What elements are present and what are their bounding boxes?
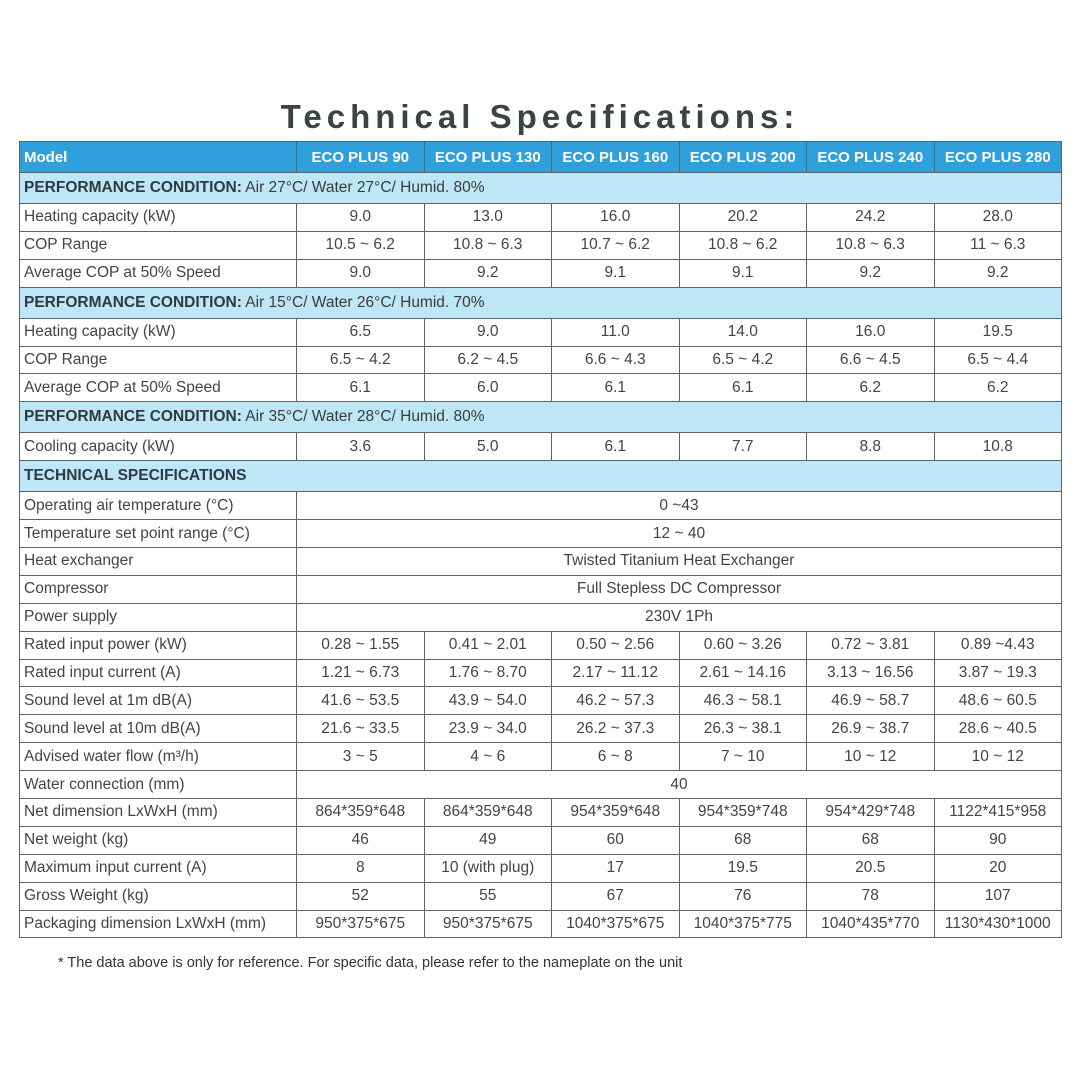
value-cell: 26.3 ~ 38.1 (679, 715, 807, 743)
table-row (20, 374, 1062, 402)
value-cell: 3 ~ 5 (297, 743, 425, 771)
row-label: COP Range (20, 346, 297, 374)
table-row (20, 910, 1062, 938)
value-cell: 6.6 ~ 4.5 (807, 346, 935, 374)
value-cell: 0.72 ~ 3.81 (807, 631, 935, 659)
table-row (20, 882, 1062, 910)
value-cell: 2.61 ~ 14.16 (679, 659, 807, 687)
table-row (20, 575, 1062, 603)
row-label: Maximum input current (A) (20, 854, 297, 882)
header-cell-model-name: ECO PLUS 240 (807, 142, 935, 173)
value-cell: 68 (807, 826, 935, 854)
value-cell: 950*375*675 (424, 910, 552, 938)
value-cell: 8.8 (807, 433, 935, 461)
value-cell: 55 (424, 882, 552, 910)
value-cell: 1040*375*675 (552, 910, 680, 938)
value-cell: 0.89 ~4.43 (934, 631, 1062, 659)
table-row (20, 771, 1062, 799)
value-cell: 0.41 ~ 2.01 (424, 631, 552, 659)
table-row (20, 231, 1062, 259)
value-cell: 23.9 ~ 34.0 (424, 715, 552, 743)
value-cell: 9.2 (934, 259, 1062, 287)
value-cell: 6.6 ~ 4.3 (552, 346, 680, 374)
value-cell: 28.6 ~ 40.5 (934, 715, 1062, 743)
value-cell: 9.0 (424, 318, 552, 346)
value-cell: 1040*375*775 (679, 910, 807, 938)
row-label: Sound level at 10m dB(A) (20, 715, 297, 743)
row-label: Cooling capacity (kW) (20, 433, 297, 461)
value-cell: 6.0 (424, 374, 552, 402)
section-header-row (20, 287, 1062, 318)
section-title-bold: PERFORMANCE CONDITION: (24, 179, 242, 196)
value-cell: 10 (with plug) (424, 854, 552, 882)
header-cell-model: Model (20, 142, 297, 173)
section-title (20, 402, 1062, 433)
table-row (20, 520, 1062, 548)
table-row (20, 548, 1062, 576)
row-label: Net weight (kg) (20, 826, 297, 854)
value-cell: 6.5 ~ 4.2 (297, 346, 425, 374)
header-cell-model-name: ECO PLUS 130 (424, 142, 552, 173)
value-cell: 40 (297, 771, 1062, 799)
row-label: Net dimension LxWxH (mm) (20, 799, 297, 827)
value-cell: 864*359*648 (297, 799, 425, 827)
table-row (20, 799, 1062, 827)
value-cell: 6.1 (679, 374, 807, 402)
row-label: Rated input current (A) (20, 659, 297, 687)
value-cell: 48.6 ~ 60.5 (934, 687, 1062, 715)
value-cell: 78 (807, 882, 935, 910)
value-cell: 26.9 ~ 38.7 (807, 715, 935, 743)
section-header-row (20, 173, 1062, 204)
value-cell: 9.1 (552, 259, 680, 287)
value-cell: 4 ~ 6 (424, 743, 552, 771)
value-cell: 6.1 (552, 374, 680, 402)
value-cell: 46.9 ~ 58.7 (807, 687, 935, 715)
value-cell: 9.2 (807, 259, 935, 287)
value-cell: 5.0 (424, 433, 552, 461)
value-cell: 9.1 (679, 259, 807, 287)
value-cell: 41.6 ~ 53.5 (297, 687, 425, 715)
value-cell: 10 ~ 12 (807, 743, 935, 771)
value-cell: 7.7 (679, 433, 807, 461)
value-cell: 10.8 ~ 6.3 (424, 231, 552, 259)
footnote: * The data above is only for reference. For specific data, please refer to the nameplate on the unit (58, 955, 683, 971)
value-cell: 6.5 (297, 318, 425, 346)
table-row (20, 826, 1062, 854)
table-row (20, 259, 1062, 287)
section-title-bold: TECHNICAL SPECIFICATIONS (24, 467, 247, 485)
table-row (20, 433, 1062, 461)
value-cell: 16.0 (807, 318, 935, 346)
table-row (20, 318, 1062, 346)
header-cell-model-name: ECO PLUS 90 (297, 142, 425, 173)
value-cell: 1130*430*1000 (934, 910, 1062, 938)
row-label: Temperature set point range (°C) (20, 520, 297, 548)
value-cell: 950*375*675 (297, 910, 425, 938)
row-label: Advised water flow (m³/h) (20, 743, 297, 771)
value-cell: 6.1 (552, 433, 680, 461)
value-cell: 49 (424, 826, 552, 854)
row-label: Heating capacity (kW) (20, 204, 297, 232)
value-cell: 20.2 (679, 204, 807, 232)
value-cell: 20 (934, 854, 1062, 882)
value-cell: 1.21 ~ 6.73 (297, 659, 425, 687)
value-cell: 43.9 ~ 54.0 (424, 687, 552, 715)
value-cell: 230V 1Ph (297, 603, 1062, 631)
value-cell: 9.2 (424, 259, 552, 287)
value-cell: 954*429*748 (807, 799, 935, 827)
value-cell: 6.5 ~ 4.4 (934, 346, 1062, 374)
table-row (20, 687, 1062, 715)
value-cell: 13.0 (424, 204, 552, 232)
value-cell: 12 ~ 40 (297, 520, 1062, 548)
header-cell-model-name: ECO PLUS 200 (679, 142, 807, 173)
value-cell: 3.6 (297, 433, 425, 461)
table-row (20, 715, 1062, 743)
value-cell: 10.8 ~ 6.2 (679, 231, 807, 259)
section-title (20, 287, 1062, 318)
table-row (20, 603, 1062, 631)
table-header-row (20, 142, 1062, 173)
row-label: Average COP at 50% Speed (20, 374, 297, 402)
section-title-condition: Air 27°C/ Water 27°C/ Humid. 80% (241, 179, 485, 196)
value-cell: 6.5 ~ 4.2 (679, 346, 807, 374)
row-label: Power supply (20, 603, 297, 631)
value-cell: 46.2 ~ 57.3 (552, 687, 680, 715)
page-title: Technical Specifications: (280, 98, 800, 135)
value-cell: 7 ~ 10 (679, 743, 807, 771)
value-cell: 954*359*648 (552, 799, 680, 827)
table-row (20, 854, 1062, 882)
section-header-row (20, 461, 1062, 492)
value-cell: 10.8 ~ 6.3 (807, 231, 935, 259)
value-cell: 6 ~ 8 (552, 743, 680, 771)
value-cell: Twisted Titanium Heat Exchanger (297, 548, 1062, 576)
table-row (20, 204, 1062, 232)
value-cell: 0.28 ~ 1.55 (297, 631, 425, 659)
section-header-row (20, 402, 1062, 433)
value-cell: 9.0 (297, 259, 425, 287)
value-cell: 1040*435*770 (807, 910, 935, 938)
section-title (20, 461, 1062, 492)
value-cell: 60 (552, 826, 680, 854)
row-label: Gross Weight (kg) (20, 882, 297, 910)
value-cell: 10.8 (934, 433, 1062, 461)
value-cell: 20.5 (807, 854, 935, 882)
value-cell: 10.7 ~ 6.2 (552, 231, 680, 259)
row-label: Packaging dimension LxWxH (mm) (20, 910, 297, 938)
row-label: Heating capacity (kW) (20, 318, 297, 346)
value-cell: 46.3 ~ 58.1 (679, 687, 807, 715)
value-cell: 10 ~ 12 (934, 743, 1062, 771)
value-cell: 6.2 (934, 374, 1062, 402)
section-title (20, 173, 1062, 204)
value-cell: 24.2 (807, 204, 935, 232)
value-cell: 14.0 (679, 318, 807, 346)
value-cell: 0 ~43 (297, 492, 1062, 520)
table-row (20, 659, 1062, 687)
value-cell: 1122*415*958 (934, 799, 1062, 827)
value-cell: 28.0 (934, 204, 1062, 232)
row-label: Rated input power (kW) (20, 631, 297, 659)
value-cell: 8 (297, 854, 425, 882)
value-cell: 6.2 (807, 374, 935, 402)
value-cell: Full Stepless DC Compressor (297, 575, 1062, 603)
value-cell: 10.5 ~ 6.2 (297, 231, 425, 259)
value-cell: 2.17 ~ 11.12 (552, 659, 680, 687)
value-cell: 90 (934, 826, 1062, 854)
value-cell: 9.0 (297, 204, 425, 232)
section-title-bold: PERFORMANCE CONDITION: (24, 408, 242, 426)
value-cell: 19.5 (934, 318, 1062, 346)
value-cell: 21.6 ~ 33.5 (297, 715, 425, 743)
row-label: Average COP at 50% Speed (20, 259, 297, 287)
value-cell: 52 (297, 882, 425, 910)
value-cell: 19.5 (679, 854, 807, 882)
row-label: Operating air temperature (°C) (20, 492, 297, 520)
table-row (20, 346, 1062, 374)
value-cell: 11 ~ 6.3 (934, 231, 1062, 259)
value-cell: 26.2 ~ 37.3 (552, 715, 680, 743)
row-label: Heat exchanger (20, 548, 297, 576)
value-cell: 67 (552, 882, 680, 910)
row-label: COP Range (20, 231, 297, 259)
row-label: Water connection (mm) (20, 771, 297, 799)
value-cell: 864*359*648 (424, 799, 552, 827)
section-title-bold: PERFORMANCE CONDITION: (24, 293, 242, 311)
value-cell: 46 (297, 826, 425, 854)
value-cell: 76 (679, 882, 807, 910)
value-cell: 1.76 ~ 8.70 (424, 659, 552, 687)
value-cell: 3.87 ~ 19.3 (934, 659, 1062, 687)
value-cell: 107 (934, 882, 1062, 910)
value-cell: 6.1 (297, 374, 425, 402)
header-cell-model-name: ECO PLUS 160 (552, 142, 680, 173)
value-cell: 3.13 ~ 16.56 (807, 659, 935, 687)
value-cell: 17 (552, 854, 680, 882)
header-cell-model-name: ECO PLUS 280 (934, 142, 1062, 173)
spec-table-body (20, 142, 1062, 938)
value-cell: 11.0 (552, 318, 680, 346)
table-row (20, 492, 1062, 520)
value-cell: 6.2 ~ 4.5 (424, 346, 552, 374)
table-row (20, 743, 1062, 771)
row-label: Sound level at 1m dB(A) (20, 687, 297, 715)
value-cell: 954*359*748 (679, 799, 807, 827)
value-cell: 16.0 (552, 204, 680, 232)
value-cell: 0.60 ~ 3.26 (679, 631, 807, 659)
row-label: Compressor (20, 575, 297, 603)
value-cell: 68 (679, 826, 807, 854)
spec-table (19, 141, 1062, 938)
table-row (20, 631, 1062, 659)
section-title-condition: Air 15°C/ Water 26°C/ Humid. 70% (241, 293, 485, 311)
section-title-condition: Air 35°C/ Water 28°C/ Humid. 80% (241, 408, 485, 426)
value-cell: 0.50 ~ 2.56 (552, 631, 680, 659)
